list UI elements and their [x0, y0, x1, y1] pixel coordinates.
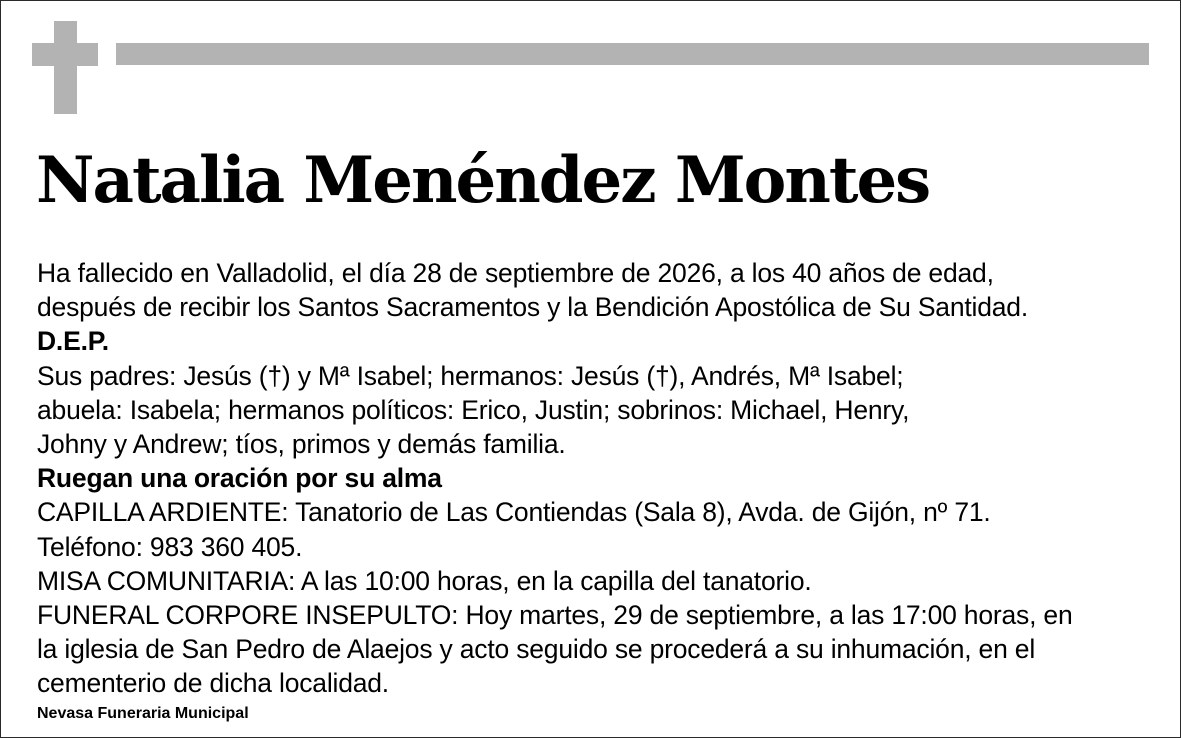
family-line-2: abuela: Isabela; hermanos políticos: Erico, Justin; sobrinos: Michael, Henry, [37, 394, 910, 425]
funeral-home-name: Nevasa Funeraria Municipal [37, 705, 249, 722]
family-line-3: Johny y Andrew; tíos, primos y demás familia. [37, 429, 566, 460]
chapel-phone-line: Teléfono: 983 360 405. [37, 531, 303, 562]
funeral-line-1: FUNERAL CORPORE INSEPULTO: Hoy martes, 29 de septiembre, a las 17:00 horas, en [37, 600, 1073, 631]
mass-line: MISA COMUNITARIA: A las 10:00 horas, en la capilla del tanatorio. [37, 565, 812, 596]
chapel-line-1: CAPILLA ARDIENTE: Tanatorio de Las Contiendas (Sala 8), Avda. de Gijón, nº 71. [37, 497, 991, 528]
notice-body [37, 256, 1157, 701]
funeral-line-3: cementerio de dicha localidad. [37, 668, 389, 699]
cross-icon-vertical-bar [54, 21, 77, 114]
cross-icon-horizontal-bar [32, 43, 98, 66]
announcement-line-2: después de recibir los Santos Sacramentos y la Bendición Apostólica de Su Santidad. [37, 292, 1029, 323]
family-line-1: Sus padres: Jesús (†) y Mª Isabel; hermanos: Jesús (†), Andrés, Mª Isabel; [37, 360, 904, 391]
deceased-name: Natalia Menéndez Montes [36, 143, 930, 218]
header-rule [116, 43, 1149, 65]
dep-label: D.E.P. [37, 326, 109, 357]
announcement-line-1: Ha fallecido en Valladolid, el día 28 de septiembre de 2026, a los 40 años de edad, [37, 258, 994, 288]
prayer-request: Ruegan una oración por su alma [37, 463, 442, 494]
funeral-line-2: la iglesia de San Pedro de Alaejos y acto seguido se procederá a su inhumación, en el [37, 634, 1036, 665]
